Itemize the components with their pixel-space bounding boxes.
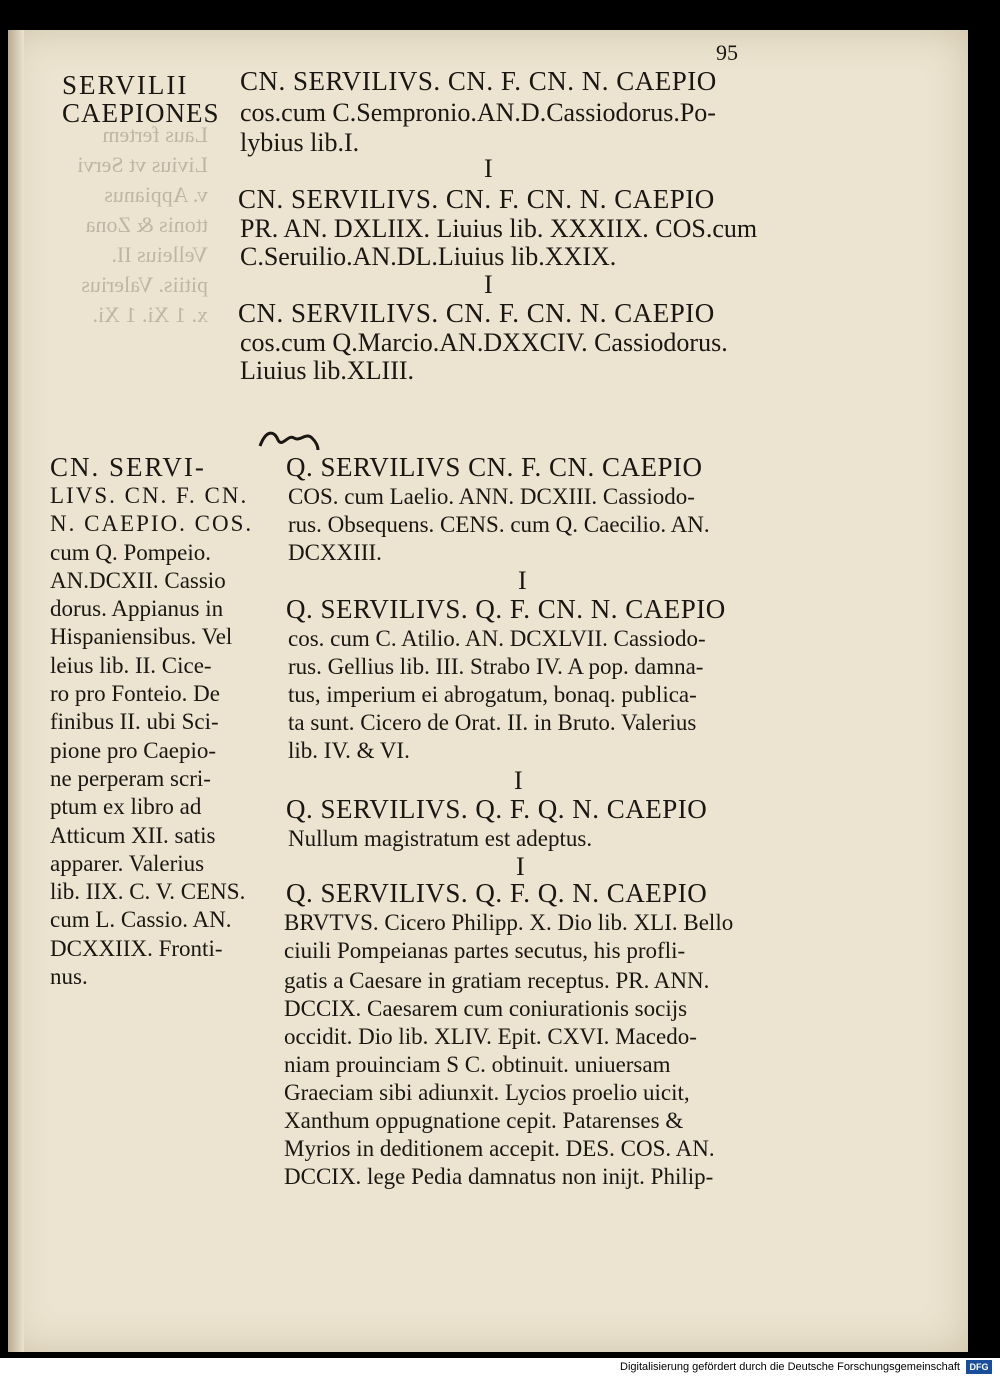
entry-heading: CN. SERVILIVS. CN. F. CN. N. CAEPIO — [238, 184, 715, 214]
side-entry-line: dorus. Appianus in — [50, 596, 224, 622]
separator-mark: I — [518, 566, 527, 595]
margin-heading-line-2: CAEPIONES — [62, 98, 220, 128]
side-entry-heading: CN. SERVI- — [50, 452, 206, 482]
entry-line: Liuius lib.XLIII. — [240, 356, 415, 385]
entry-line: DCCIX. Caesarem cum coniurationis socijs — [284, 996, 688, 1021]
entry-heading: Q. SERVILIVS. Q. F. Q. N. CAEPIO — [286, 794, 708, 824]
bleed-line: ttonis & Zona — [85, 212, 208, 237]
entry-line: ta sunt. Cicero de Orat. II. in Bruto. Valerius — [288, 710, 697, 735]
side-entry-line: finibus II. ubi Sci- — [50, 709, 219, 735]
entry-heading: Q. SERVILIVS CN. F. CN. CAEPIO — [286, 452, 703, 482]
entry-line: gatis a Caesare in gratiam receptus. PR. ANN. — [284, 968, 710, 993]
side-entry-line: leius lib. II. Cice- — [50, 652, 212, 678]
bleed-line: Laus fertem — [102, 122, 208, 147]
entry-line: rus. Obsequens. CENS. cum Q. Caecilio. AN. — [288, 512, 710, 537]
bleed-line: Livius vt Servi — [77, 152, 208, 177]
side-entry-line: DCXXIIX. Fronti- — [50, 935, 223, 961]
entry-heading: CN. SERVILIVS. CN. F. CN. N. CAEPIO — [240, 66, 717, 96]
entry-line: DCCIX. lege Pedia damnatus non inijt. Philip- — [284, 1164, 714, 1189]
entry-line: Graeciam sibi adiunxit. Lycios proelio uicit, — [284, 1080, 690, 1105]
side-entry-line: ro pro Fonteio. De — [50, 681, 220, 707]
side-entry-line: apparer. Valerius — [50, 850, 205, 876]
margin-heading-line-1: SERVILII — [62, 70, 189, 100]
separator-mark: I — [516, 852, 525, 881]
entry-line: COS. cum Laelio. ANN. DCXIII. Cassiodo- — [288, 484, 695, 509]
side-entry-line: ptum ex libro ad — [50, 794, 202, 820]
footer-credit: Digitalisierung gefördert durch die Deutsche Forschungsgemeinschaft — [620, 1361, 960, 1373]
side-entry-line: cum Q. Pompeio. — [50, 539, 211, 565]
entry-line: DCXXIII. — [288, 540, 382, 565]
entry-line: Xanthum oppugnatione cepit. Patarenses & — [284, 1108, 684, 1133]
entry-line: C.Seruilio.AN.DL.Liuius lib.XXIX. — [240, 242, 617, 271]
side-entry-line: LIVS. CN. F. CN. — [50, 483, 249, 508]
side-entry — [50, 452, 265, 991]
bleed-line: Velleius II. — [111, 242, 208, 267]
entry-line: ciuili Pompeianas partes secutus, his profli- — [284, 938, 686, 963]
entry-line: occidit. Dio lib. XLIV. Epit. CXVI. Macedo- — [284, 1024, 697, 1049]
entry-heading: CN. SERVILIVS. CN. F. CN. N. CAEPIO — [238, 298, 715, 328]
entry-line: BRVTVS. Cicero Philipp. X. Dio lib. XLI. Bello — [284, 910, 734, 935]
separator-mark: I — [514, 766, 523, 795]
entry-line: PR. AN. DXLIIX. Liuius lib. XXXIIX. COS.cum — [240, 214, 758, 243]
page-number: 95 — [716, 40, 738, 65]
side-entry-line: cum L. Cassio. AN. — [50, 907, 232, 933]
page-gutter-shadow — [8, 30, 24, 1352]
entry-line: niam prouinciam S C. obtinuit. uniuersam — [284, 1052, 671, 1077]
entry-line: Nullum magistratum est adeptus. — [288, 826, 593, 851]
bleed-line: v. Appianus — [104, 182, 208, 207]
entry-line: lib. IV. & VI. — [288, 738, 410, 763]
entry-line: cos.cum C.Sempronio.AN.D.Cassiodorus.Po- — [240, 98, 716, 127]
side-entry-line: lib. IIX. C. V. CENS. — [50, 879, 246, 905]
dfg-logo: DFG — [966, 1360, 992, 1374]
entry-line: lybius lib.I. — [240, 128, 360, 157]
entry-line: rus. Gellius lib. III. Strabo IV. A pop. damna- — [288, 654, 704, 679]
bleed-line: x. 1 Xi. 1 Xi. — [92, 302, 208, 327]
entry-line: cos.cum Q.Marcio.AN.DXXCIV. Cassiodorus. — [240, 328, 728, 357]
side-entry-line: AN.DCXII. Cassio — [50, 567, 226, 593]
entry-heading: Q. SERVILIVS. Q. F. CN. N. CAEPIO — [286, 594, 726, 624]
ornament-icon — [256, 424, 322, 454]
side-entry-line: ne perperam scri- — [50, 765, 211, 791]
side-entry-line: pione pro Caepio- — [50, 737, 217, 763]
entry-line: Myrios in deditionem accepit. DES. COS. AN. — [284, 1136, 715, 1161]
side-entry-line: nus. — [50, 964, 88, 990]
entry-line: cos. cum C. Atilio. AN. DCXLVII. Cassiodo- — [288, 626, 706, 651]
entry-line: tus, imperium ei abrogatum, bonaq. publica- — [288, 682, 697, 707]
side-entry-line: N. CAEPIO. COS. — [50, 511, 254, 537]
bleed-line: pitiis. Valerius — [81, 272, 208, 297]
separator-mark: I — [484, 270, 493, 299]
bleed-through-text — [58, 120, 208, 330]
side-entry-line: Atticum XII. satis — [50, 822, 216, 848]
entry-heading: Q. SERVILIVS. Q. F. Q. N. CAEPIO — [286, 878, 708, 908]
side-entry-line: Hispaniensibus. Vel — [50, 624, 233, 650]
separator-mark: I — [484, 154, 493, 183]
